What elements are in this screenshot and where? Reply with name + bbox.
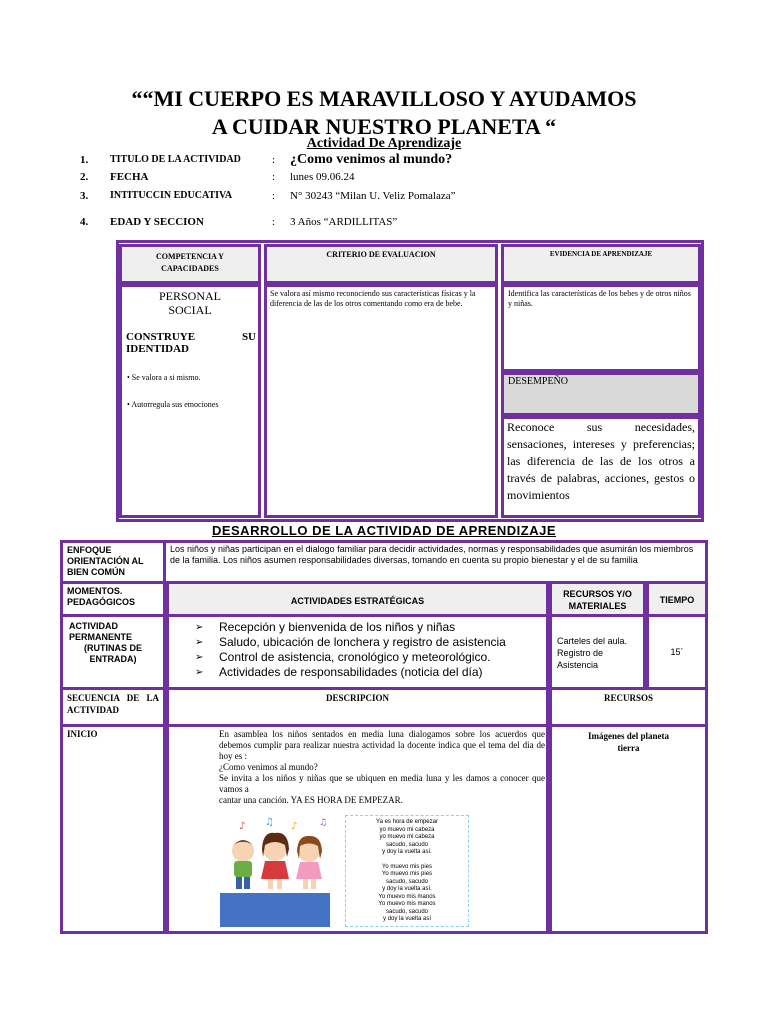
- competency-word: SU: [241, 331, 256, 343]
- evidence-cell: [501, 284, 701, 372]
- enfoque-label: ENFOQUE ORIENTACIÓN AL BIEN COMÚN: [67, 545, 144, 577]
- criterion-text: Se valora así mismo reconociendo sus características físicas y la diferencia de las de los otros comentando como era de bebe.: [270, 289, 476, 308]
- song-line: Yo muevo mis pies: [381, 863, 433, 870]
- descripcion-label: DESCRIPCION: [325, 693, 389, 703]
- info-num: 4.: [80, 216, 89, 228]
- secuencia-label: SECUENCIA DE LA ACTIVIDAD: [67, 693, 159, 715]
- competence-header: [119, 244, 261, 284]
- inicio-paragraph: Se invita a los niños y niñas que se ubiquen en media luna y les damos a conocer que vamos a: [219, 773, 545, 794]
- permanente-list: [169, 617, 546, 680]
- info-value: 3 Años “ARDILLITAS”: [290, 216, 398, 228]
- info-row-date: [80, 171, 354, 183]
- svg-text:♪: ♪: [239, 821, 246, 832]
- competence-cell: [119, 284, 261, 518]
- desempeno-label: DESEMPEÑO: [508, 376, 569, 387]
- inicio-paragraph: ¿Como venimos al mundo?: [219, 762, 318, 772]
- inicio-paragraph: cantar una canción. YA ES HORA DE EMPEZAR.: [219, 795, 403, 805]
- criterion-header-label: CRITERIO DE EVALUACION: [326, 250, 436, 259]
- competence-header-label: COMPETENCIA Y CAPACIDADES: [156, 252, 224, 273]
- info-num: 2.: [80, 171, 89, 183]
- info-colon: :: [272, 171, 276, 183]
- song-line: sacudo, sacudo: [385, 878, 429, 885]
- momentos-label-cell: [60, 581, 166, 617]
- list-item: ➢ Actividades de responsabilidades (noticia del día): [195, 665, 483, 679]
- info-row-title: [80, 154, 452, 168]
- development-title: DESARROLLO DE LA ACTIVIDAD DE APRENDIZAJE: [211, 523, 557, 538]
- arrow-bullet-icon: ➢: [195, 652, 204, 663]
- info-num: 1.: [80, 154, 89, 166]
- document-subtitle: Actividad De Aprendizaje: [306, 136, 462, 151]
- permanente-tiempo-cell: [646, 614, 708, 690]
- info-colon: :: [272, 216, 276, 228]
- capacity-item: • Autorregula sus emociones: [127, 400, 219, 409]
- recursos2-header: [549, 687, 708, 727]
- info-label: EDAD Y SECCION: [110, 216, 204, 228]
- info-value: lunes 09.06.24: [290, 171, 355, 183]
- enfoque-text: Los niños y niñas participan en el dialogo familiar para decidir actividades, normas y responsabilidades que asumirán los miembros de la familia. Los niños asumen responsabilidades diversas, tomando en cuenta su propio bienestar y el de su familia: [170, 544, 694, 565]
- permanente-recursos: Carteles del aula. Registro de Asistencia: [557, 636, 628, 670]
- svg-text:♫: ♫: [319, 818, 328, 828]
- inicio-recursos: Imágenes del planeta tierra: [588, 731, 669, 753]
- arrow-bullet-icon: ➢: [195, 622, 204, 633]
- arrow-bullet-icon: ➢: [195, 637, 204, 648]
- info-label: INTITUCCIN EDUCATIVA: [110, 190, 233, 201]
- desempeno-text: Reconoce sus necesidades, sensaciones, intereses y preferencias; las diferencia de las de los otros a través de palabras, acciones, gestos o movimientos: [507, 420, 695, 502]
- actividades-label: ACTIVIDADES ESTRATÉGICAS: [290, 596, 425, 606]
- competency-word: IDENTIDAD: [126, 343, 189, 355]
- permanente-sub: (RUTINAS DE ENTRADA): [84, 643, 142, 664]
- criterion-header: [264, 244, 498, 284]
- secuencia-label-cell: [60, 687, 166, 727]
- competency-word: CONSTRUYE: [126, 331, 196, 343]
- inicio-paragraph: En asamblea los niños sentados en media luna dialogamos sobre los acuerdos que debemos cumplir para realizar nuestra actividad la docente indica que el tema del dia de hoy es :: [219, 729, 545, 761]
- tiempo-label: TIEMPO: [659, 595, 695, 605]
- song-line: Yo muevo mis manos: [378, 901, 436, 907]
- info-value: ¿Como venimos al mundo?: [290, 152, 453, 167]
- recursos-header: [549, 581, 646, 617]
- tiempo-header: [646, 581, 708, 617]
- inicio-description-cell: [166, 724, 549, 934]
- inicio-label: INICIO: [67, 729, 98, 739]
- list-item: ➢ Saludo, ubicación de lonchera y registro de asistencia: [195, 635, 506, 649]
- evidence-text: Identifica las características de los bebes y de otros niños y niñas.: [508, 289, 691, 308]
- document-title-line1: ““MI CUERPO ES MARAVILLOSO Y AYUDAMOS: [131, 86, 637, 111]
- info-label: TITULO DE LA ACTIVIDAD: [110, 154, 241, 165]
- info-colon: :: [272, 154, 276, 166]
- svg-text:♫: ♫: [265, 817, 274, 828]
- competency-name: [122, 317, 258, 343]
- svg-text:♪: ♪: [291, 821, 298, 832]
- song-line: y doy la vuelta así.: [382, 849, 432, 855]
- permanente-label: ACTIVIDAD PERMANENTE: [69, 621, 133, 642]
- inicio-recursos-cell: [549, 724, 708, 934]
- desempeno-cell: [501, 416, 701, 518]
- song-line: yo muevo mi cabeza: [379, 834, 435, 840]
- criterion-cell: [264, 284, 498, 518]
- info-colon: :: [272, 190, 276, 202]
- permanente-recursos-cell: [549, 614, 646, 690]
- permanente-activities-cell: [166, 614, 549, 690]
- actividades-header: [166, 581, 549, 617]
- song-line: sacudo, sacudo: [385, 841, 429, 848]
- recursos-label: RECURSOS Y/O MATERIALES: [563, 589, 632, 611]
- list-item: ➢ Control de asistencia, cronológico y meteorológico.: [195, 650, 491, 664]
- permanente-label-cell: [60, 614, 166, 690]
- permanente-tiempo: 15´: [670, 647, 684, 657]
- momentos-label: MOMENTOS. PEDAGÓGICOS: [67, 586, 136, 607]
- info-row-age: [80, 216, 397, 228]
- document-title-line2: A CUIDAR NUESTRO PLANETA “: [211, 114, 557, 139]
- inicio-label-cell: [60, 724, 166, 934]
- song-line: sacudo, sacudo: [385, 908, 429, 915]
- list-item: ➢ Recepción y bienvenida de los niños y niñas: [195, 620, 456, 634]
- song-line: [346, 857, 468, 864]
- evidence-header-label: EVIDENCIA DE APRENDIZAJE: [549, 250, 653, 258]
- singing-children-illustration: [219, 815, 334, 927]
- info-num: 3.: [80, 190, 89, 202]
- song-lyrics-box: [345, 815, 469, 927]
- enfoque-label-cell: [60, 540, 166, 584]
- info-row-school: [80, 190, 456, 202]
- descripcion-header: [166, 687, 549, 727]
- info-label: FECHA: [110, 171, 149, 183]
- evidence-header: [501, 244, 701, 284]
- song-line: Ya es hora de empezar: [376, 819, 438, 825]
- song-line: y doy la vuelta así: [382, 916, 432, 922]
- arrow-bullet-icon: ➢: [195, 667, 204, 678]
- info-value: N° 30243 “Milan U. Veliz Pomalaza”: [290, 190, 456, 202]
- recursos2-label: RECURSOS: [603, 693, 653, 703]
- capacity-item: • Se valora a si mismo.: [127, 373, 201, 382]
- desempeno-header: [501, 372, 701, 416]
- song-line: Yo muevo mis pies: [381, 871, 433, 877]
- area-name: PERSONAL SOCIAL: [158, 289, 221, 317]
- song-line: y doy la vuelta así.: [382, 886, 432, 892]
- song-line: Yo muevo mis manos: [378, 893, 436, 900]
- song-line: yo muevo mi cabeza: [379, 826, 435, 833]
